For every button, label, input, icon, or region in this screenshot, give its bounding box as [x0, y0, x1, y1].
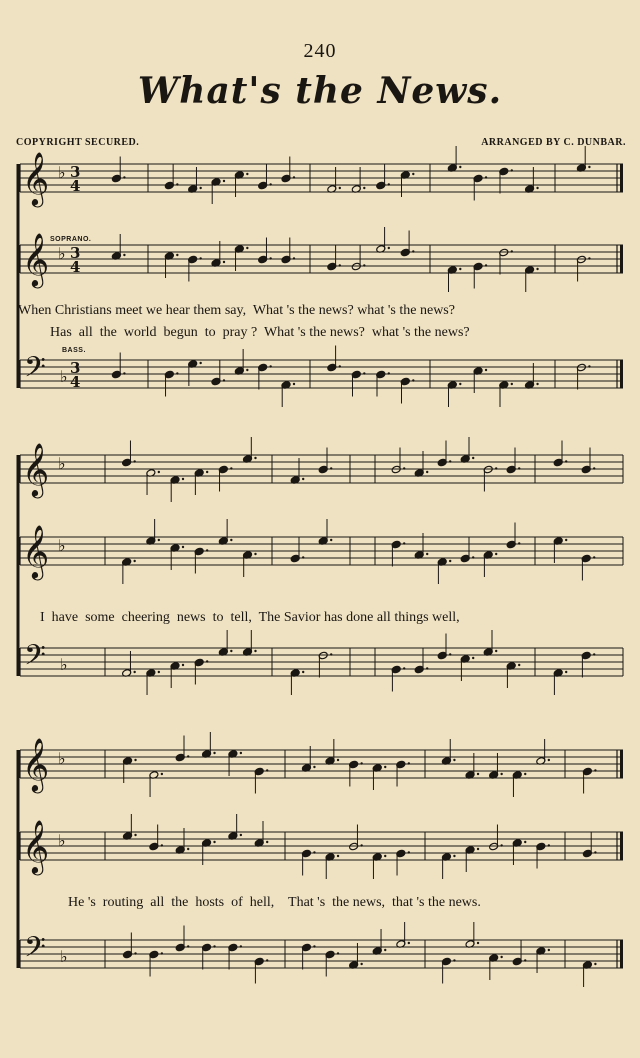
augmentation-dot — [459, 166, 461, 168]
augmentation-dot — [182, 664, 184, 666]
augmentation-dot — [161, 773, 163, 775]
augmentation-dot — [199, 257, 201, 259]
augmentation-dot — [161, 952, 163, 954]
time-signature-numerator: 3 — [70, 359, 81, 377]
time-signature-denominator: 4 — [70, 373, 81, 391]
augmentation-dot — [459, 268, 461, 270]
augmentation-dot — [408, 942, 410, 944]
augmentation-dot — [426, 667, 428, 669]
lyric-line: I have some cheering news to tell, The Savior has done all things well, — [40, 610, 460, 625]
augmentation-dot — [206, 660, 208, 662]
soprano-label: SOPRANO. — [50, 236, 92, 243]
augmentation-dot — [269, 365, 271, 367]
augmentation-dot — [246, 369, 248, 371]
augmentation-dot — [485, 369, 487, 371]
augmentation-dot — [453, 959, 455, 961]
augmentation-dot — [246, 173, 248, 175]
augmentation-dot — [176, 372, 178, 374]
augmentation-dot — [360, 844, 362, 846]
final-barline — [620, 164, 623, 192]
final-barline — [620, 245, 623, 273]
augmentation-dot — [593, 556, 595, 558]
augmentation-dot — [302, 478, 304, 480]
augmentation-dot — [485, 176, 487, 178]
augmentation-dot — [388, 183, 390, 185]
augmentation-dot — [408, 851, 410, 853]
treble-clef: 𝄞 — [22, 737, 50, 791]
augmentation-dot — [593, 653, 595, 655]
bass-clef: 𝄢 — [24, 931, 46, 971]
augmentation-dot — [524, 773, 526, 775]
augmentation-dot — [548, 759, 550, 761]
augmentation-dot — [495, 553, 497, 555]
augmentation-dot — [199, 187, 201, 189]
flat-sign: ♭ — [58, 749, 66, 768]
hymn-title: What's the News. — [137, 70, 503, 112]
augmentation-dot — [524, 959, 526, 961]
augmentation-dot — [230, 650, 232, 652]
augmentation-dot — [565, 671, 567, 673]
augmentation-dot — [511, 383, 513, 385]
augmentation-dot — [477, 942, 479, 944]
augmentation-dot — [412, 173, 414, 175]
augmentation-dot — [134, 952, 136, 954]
augmentation-dot — [330, 539, 332, 541]
augmentation-dot — [384, 855, 386, 857]
augmentation-dot — [223, 379, 225, 381]
augmentation-dot — [412, 379, 414, 381]
augmentation-dot — [360, 762, 362, 764]
flat-sign: ♭ — [60, 655, 68, 674]
augmentation-dot — [330, 653, 332, 655]
augmentation-dot — [449, 653, 451, 655]
treble-clef: 𝄞 — [22, 442, 50, 496]
augmentation-dot — [472, 657, 474, 659]
augmentation-dot — [123, 176, 125, 178]
augmentation-dot — [337, 855, 339, 857]
augmentation-dot — [588, 257, 590, 259]
augmentation-dot — [384, 949, 386, 951]
time-signature-denominator: 4 — [70, 177, 81, 195]
augmentation-dot — [158, 539, 160, 541]
augmentation-dot — [302, 556, 304, 558]
augmentation-dot — [134, 759, 136, 761]
lyric-line: When Christians meet we hear them say, What 's the news? what 's the news? — [18, 303, 455, 318]
flat-sign: ♭ — [60, 947, 68, 966]
augmentation-dot — [293, 176, 295, 178]
augmentation-dot — [363, 187, 365, 189]
augmentation-dot — [594, 851, 596, 853]
augmentation-dot — [339, 187, 341, 189]
augmentation-dot — [524, 841, 526, 843]
augmentation-dot — [302, 671, 304, 673]
bass-clef: 𝄢 — [24, 351, 46, 391]
augmentation-dot — [213, 841, 215, 843]
augmentation-dot — [536, 187, 538, 189]
augmentation-dot — [266, 769, 268, 771]
flat-sign: ♭ — [58, 536, 66, 555]
augmentation-dot — [594, 963, 596, 965]
augmentation-dot — [134, 834, 136, 836]
augmentation-dot — [495, 650, 497, 652]
augmentation-dot — [240, 945, 242, 947]
augmentation-dot — [158, 671, 160, 673]
final-barline — [620, 832, 623, 860]
augmentation-dot — [293, 383, 295, 385]
augmentation-dot — [313, 851, 315, 853]
augmentation-dot — [594, 769, 596, 771]
augmentation-dot — [360, 963, 362, 965]
augmentation-dot — [223, 180, 225, 182]
augmentation-dot — [206, 549, 208, 551]
augmentation-dot — [453, 759, 455, 761]
augmentation-dot — [133, 671, 135, 673]
augmentation-dot — [472, 556, 474, 558]
augmentation-dot — [500, 956, 502, 958]
augmentation-dot — [187, 848, 189, 850]
lyric-line: He 's routing all the hosts of hell, That 's the news, that 's the news. — [68, 895, 481, 910]
augmentation-dot — [337, 759, 339, 761]
augmentation-dot — [588, 365, 590, 367]
final-barline — [620, 750, 623, 778]
augmentation-dot — [363, 372, 365, 374]
augmentation-dot — [254, 650, 256, 652]
augmentation-dot — [388, 247, 390, 249]
augmentation-dot — [313, 945, 315, 947]
augmentation-dot — [412, 250, 414, 252]
augmentation-dot — [548, 949, 550, 951]
augmentation-dot — [266, 959, 268, 961]
augmentation-dot — [161, 844, 163, 846]
augmentation-dot — [548, 844, 550, 846]
augmentation-dot — [453, 855, 455, 857]
augmentation-dot — [426, 553, 428, 555]
augmentation-dot — [536, 383, 538, 385]
augmentation-dot — [472, 457, 474, 459]
augmentation-dot — [593, 467, 595, 469]
copyright-notice: COPYRIGHT SECURED. — [16, 137, 140, 148]
augmentation-dot — [313, 766, 315, 768]
augmentation-dot — [384, 766, 386, 768]
augmentation-dot — [588, 166, 590, 168]
augmentation-dot — [246, 247, 248, 249]
augmentation-dot — [182, 546, 184, 548]
augmentation-dot — [477, 773, 479, 775]
augmentation-dot — [240, 752, 242, 754]
augmentation-dot — [500, 844, 502, 846]
flat-sign: ♭ — [58, 454, 66, 473]
flat-sign: ♭ — [58, 831, 66, 850]
final-barline — [620, 360, 623, 388]
augmentation-dot — [223, 261, 225, 263]
augmentation-dot — [388, 372, 390, 374]
bass-label: BASS. — [62, 347, 86, 354]
augmentation-dot — [408, 762, 410, 764]
page-number: 240 — [303, 40, 337, 62]
augmentation-dot — [339, 365, 341, 367]
augmentation-dot — [254, 553, 256, 555]
augmentation-dot — [565, 539, 567, 541]
augmentation-dot — [158, 471, 160, 473]
augmentation-dot — [403, 542, 405, 544]
augmentation-dot — [269, 257, 271, 259]
time-signature-numerator: 3 — [70, 244, 81, 262]
augmentation-dot — [565, 460, 567, 462]
augmentation-dot — [182, 478, 184, 480]
augmentation-dot — [123, 254, 125, 256]
augmentation-dot — [269, 183, 271, 185]
augmentation-dot — [293, 257, 295, 259]
augmentation-dot — [187, 945, 189, 947]
augmentation-dot — [426, 471, 428, 473]
augmentation-dot — [477, 848, 479, 850]
flat-sign: ♭ — [60, 367, 68, 386]
treble-clef: 𝄞 — [22, 151, 50, 205]
augmentation-dot — [511, 169, 513, 171]
lyric-line: Has all the world begun to pray ? What 's the news? what 's the news? — [50, 325, 470, 340]
augmentation-dot — [485, 264, 487, 266]
augmentation-dot — [230, 467, 232, 469]
augmentation-dot — [495, 467, 497, 469]
time-signature-denominator: 4 — [70, 258, 81, 276]
augmentation-dot — [266, 841, 268, 843]
augmentation-dot — [206, 471, 208, 473]
augmentation-dot — [240, 834, 242, 836]
augmentation-dot — [449, 560, 451, 562]
augmentation-dot — [230, 539, 232, 541]
augmentation-dot — [213, 945, 215, 947]
treble-clef: 𝄞 — [22, 524, 50, 578]
augmentation-dot — [133, 460, 135, 462]
augmentation-dot — [449, 460, 451, 462]
augmentation-dot — [337, 952, 339, 954]
augmentation-dot — [213, 752, 215, 754]
augmentation-dot — [187, 755, 189, 757]
arranger-credit: ARRANGED BY C. DUNBAR. — [481, 137, 626, 148]
augmentation-dot — [518, 542, 520, 544]
augmentation-dot — [123, 372, 125, 374]
final-barline — [620, 940, 623, 968]
augmentation-dot — [518, 467, 520, 469]
augmentation-dot — [500, 773, 502, 775]
augmentation-dot — [176, 254, 178, 256]
augmentation-dot — [330, 467, 332, 469]
time-signature-numerator: 3 — [70, 163, 81, 181]
flat-sign: ♭ — [58, 163, 66, 182]
augmentation-dot — [403, 467, 405, 469]
augmentation-dot — [459, 383, 461, 385]
augmentation-dot — [176, 183, 178, 185]
augmentation-dot — [199, 362, 201, 364]
augmentation-dot — [339, 264, 341, 266]
augmentation-dot — [363, 264, 365, 266]
augmentation-dot — [254, 457, 256, 459]
treble-clef: 𝄞 — [22, 819, 50, 873]
treble-clef: 𝄞 — [22, 232, 50, 286]
augmentation-dot — [403, 667, 405, 669]
augmentation-dot — [133, 560, 135, 562]
flat-sign: ♭ — [58, 244, 66, 263]
augmentation-dot — [511, 250, 513, 252]
augmentation-dot — [518, 664, 520, 666]
augmentation-dot — [536, 268, 538, 270]
bass-clef: 𝄢 — [24, 639, 46, 679]
